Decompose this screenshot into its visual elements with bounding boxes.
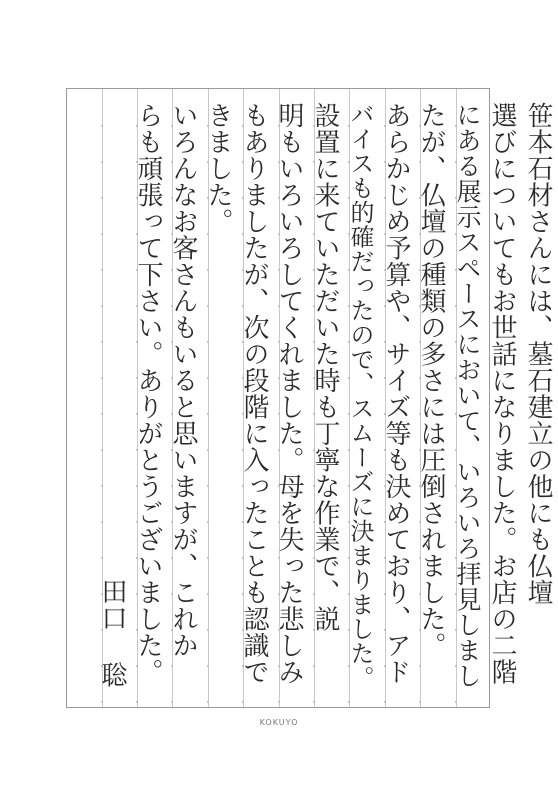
text-line-11: いろんなお客さんもいると思いますが、これか: [168, 102, 198, 659]
text-line-10: きました。: [203, 102, 233, 235]
text-line-3: にある展示スペースにおいて、いろいろ拝見しまし: [453, 102, 482, 689]
text-line-9: もありましたが、次の段階に入ったことも認識で: [239, 102, 269, 685]
handwritten-text: [66, 88, 553, 708]
text-line-6: バイスも的確だったので、スムーズに決まりました。: [346, 102, 374, 690]
text-line-7: 設置に来ていただいた時も丁寧な作業で、説: [310, 102, 340, 632]
signature: 田口 聡: [97, 578, 127, 688]
text-line-5: あらかじめ予算や、サイズ等も決めており、アド: [381, 102, 411, 685]
text-line-12: らも頑張って下さい。ありがとうございました。: [133, 102, 163, 685]
text-line-1: 笹本石材さんには、墓石建立の他にも仏壇: [523, 102, 553, 606]
brand-mark: KOKUYO: [259, 718, 299, 727]
text-line-8: 明もいろいろしてくれました。母を失った悲しみ: [274, 102, 304, 685]
text-line-2: 選びについてもお世話になりました。お店の二階: [487, 102, 517, 685]
text-line-4: たが、仏壇の種類の多さには圧倒されました。: [416, 102, 446, 659]
